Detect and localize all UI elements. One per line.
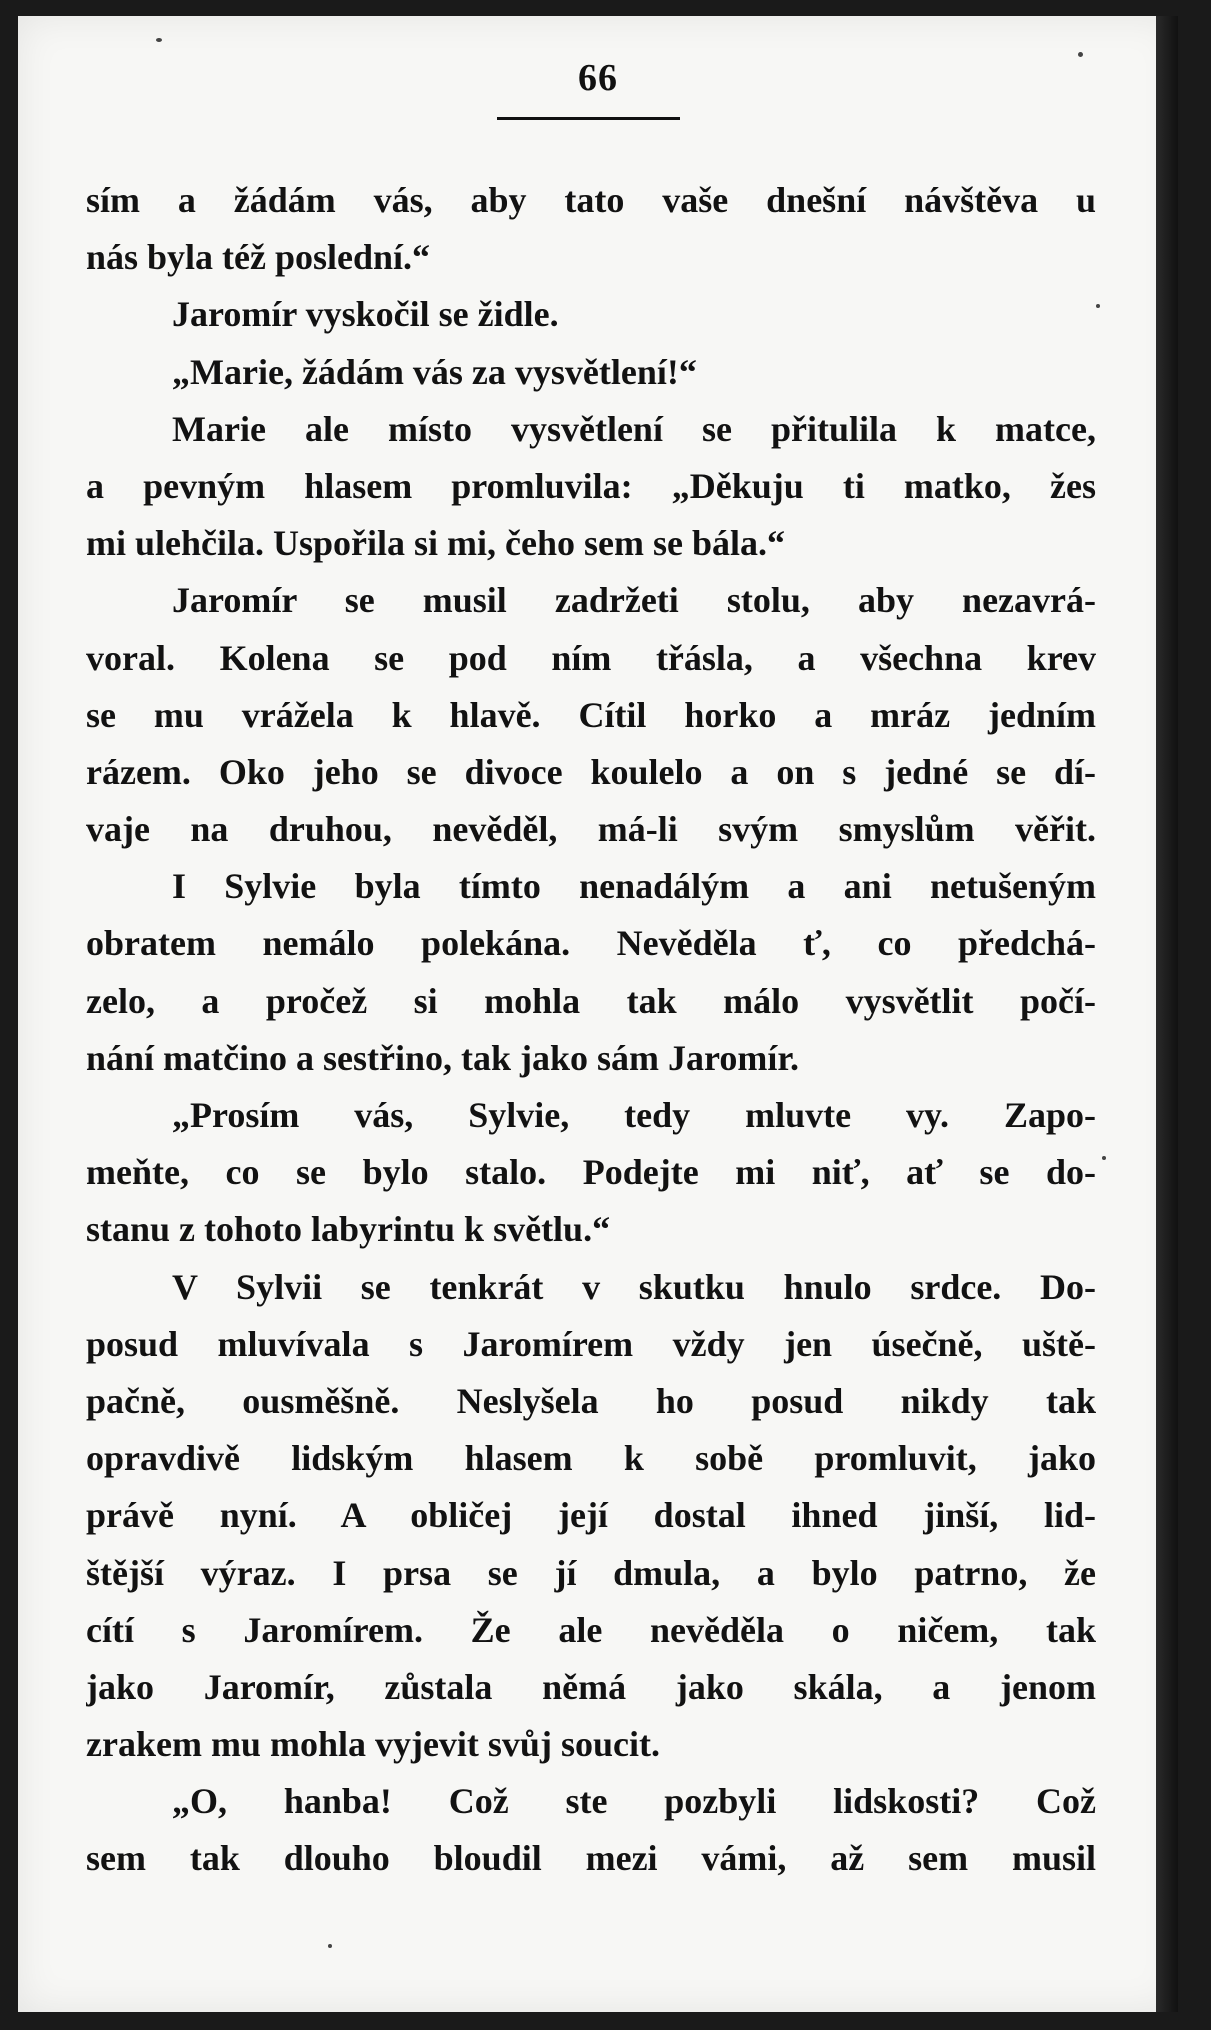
paper-speck: [1102, 1156, 1106, 1160]
text-line: jako Jaromír, zůstala němá jako skála, a jenom: [86, 1666, 1096, 1707]
text-line: vaje na druhou, nevěděl, má-li svým smyslům věřit.: [86, 809, 1096, 850]
text-line: zrakem mu mohla vyjevit svůj soucit.: [86, 1724, 660, 1765]
text-line: sím a žádám vás, aby tato vaše dnešní návštěva u: [86, 180, 1096, 220]
page-edge-shadow: [1156, 16, 1178, 2012]
text-line: opravdivě lidským hlasem k sobě promluvit, jako: [86, 1438, 1096, 1479]
text-line: pačně, ousměšně. Neslyšela ho posud nikdy tak: [86, 1380, 1096, 1421]
text-line: Jaromír se musil zadržeti stolu, aby nezavrá-: [172, 580, 1096, 621]
text-line: rázem. Oko jeho se divoce koulelo a on s jedné se dí-: [86, 751, 1096, 792]
text-line: nání matčino a sestřino, tak jako sám Jaromír.: [86, 1037, 800, 1078]
text-line: se mu vrážela k hlavě. Cítil horko a mráz jedním: [86, 694, 1096, 735]
text-line: sem tak dlouho bloudil mezi vámi, až sem musil: [86, 1838, 1096, 1879]
text-line: obratem nemálo polekána. Nevěděla ť, co předchá-: [86, 923, 1096, 964]
text-line: a pevným hlasem promluvila: „Děkuju ti matko, žes: [86, 465, 1096, 506]
text-line: nás byla též poslední.“: [86, 237, 431, 278]
text-line: Jaromír vyskočil se židle.: [172, 294, 559, 335]
text-line: „O, hanba! Což ste pozbyli lidskosti? Což: [172, 1781, 1096, 1822]
page-number: 66: [578, 57, 618, 99]
text-line: V Sylvii se tenkrát v skutku hnulo srdce. Do-: [172, 1266, 1096, 1307]
paper-speck: [328, 1944, 332, 1948]
paper-speck: [1078, 52, 1083, 57]
text-line: meňte, co se bylo stalo. Podejte mi niť, ať se do-: [86, 1152, 1096, 1193]
text-line: „Marie, žádám vás za vysvětlení!“: [172, 351, 697, 392]
text-line: mi ulehčila. Uspořila si mi, čeho sem se bála.“: [86, 523, 785, 564]
text-line: štější výraz. I prsa se jí dmula, a bylo patrno, že: [86, 1552, 1096, 1593]
text-line: právě nyní. A obličej její dostal ihned jinší, lid-: [86, 1495, 1096, 1536]
text-line: I Sylvie byla tímto nenadálým a ani netušeným: [172, 866, 1096, 907]
book-page: [18, 16, 1178, 2012]
header-rule: [497, 117, 680, 120]
text-line: zelo, a pročež si mohla tak málo vysvětlit počí-: [86, 980, 1096, 1021]
text-line: voral. Kolena se pod ním třásla, a všechna krev: [86, 637, 1096, 678]
text-line: posud mluvívala s Jaromírem vždy jen úsečně, uště-: [86, 1323, 1096, 1364]
text-line: cítí s Jaromírem. Že ale nevěděla o ničem, tak: [86, 1609, 1096, 1650]
body-text: [86, 172, 1096, 1888]
paper-speck: [156, 38, 162, 42]
text-line: „Prosím vás, Sylvie, tedy mluvte vy. Zapo-: [172, 1095, 1096, 1135]
text-line: stanu z tohoto labyrintu k světlu.“: [86, 1209, 611, 1250]
paper-speck: [1096, 304, 1100, 308]
text-line: Marie ale místo vysvětlení se přitulila k matce,: [172, 408, 1096, 449]
